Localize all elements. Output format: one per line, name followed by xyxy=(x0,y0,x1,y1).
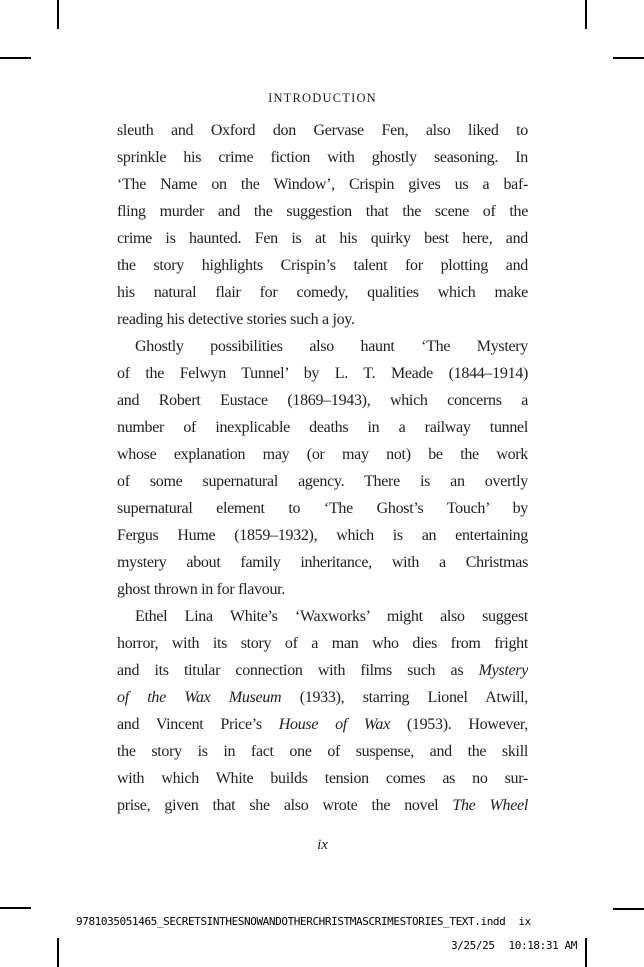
text-line: of some supernatural agency. There is an overtly xyxy=(117,473,528,490)
text-line: his natural flair for comedy, qualities which make xyxy=(117,284,528,301)
text-line: sleuth and Oxford don Gervase Fen, also liked to xyxy=(117,122,528,139)
text-line: whose explanation may (or may not) be the work xyxy=(117,446,528,463)
text-line: mystery about family inheritance, with a Christmas xyxy=(117,554,528,571)
text-line: number of inexplicable deaths in a railway tunnel xyxy=(117,419,528,436)
text-line: of the Felwyn Tunnel’ by L. T. Meade (1844–1914) xyxy=(117,365,528,382)
text-line: ‘The Name on the Window’, Crispin gives us a baf- xyxy=(117,176,528,193)
text-line: Fergus Hume (1859–1932), which is an entertaining xyxy=(117,527,528,544)
text-line: Ethel Lina White’s ‘Waxworks’ might also suggest xyxy=(135,608,528,625)
slug-date: 3/25/25 xyxy=(450,939,495,952)
crop-mark-top-right-vertical xyxy=(585,0,587,29)
text-line: supernatural element to ‘The Ghost’s Touch’ by xyxy=(117,500,528,517)
folio-page-number: ix xyxy=(317,837,328,853)
crop-mark-right-bottom-horizontal xyxy=(613,908,644,910)
slug-datetime-line xyxy=(451,939,577,952)
crop-mark-left-bottom-horizontal xyxy=(0,907,31,909)
text-line: prise, given that she also wrote the novel The Wheel xyxy=(117,797,528,814)
slug-filename: 9781035051465_SECRETSINTHESNOWANDOTHERCHRISTMASCRIMESTORIES_TEXT.indd xyxy=(76,915,506,928)
text-line: the story is in fact one of suspense, and the skill xyxy=(117,743,528,760)
text-line: reading his detective stories such a joy. xyxy=(117,311,355,328)
paragraph xyxy=(117,603,528,819)
paragraph xyxy=(117,117,528,333)
slug-page-ref: ix xyxy=(518,915,531,928)
text-line: and Robert Eustace (1869–1943), which concerns a xyxy=(117,392,528,409)
text-line: and Vincent Price’s House of Wax (1953). However, xyxy=(117,716,528,733)
body-text xyxy=(117,117,528,819)
crop-mark-right-top-horizontal xyxy=(613,57,644,59)
crop-mark-bottom-left-vertical xyxy=(57,938,59,967)
crop-mark-bottom-right-vertical xyxy=(585,938,587,967)
text-line: ghost thrown in for flavour. xyxy=(117,581,286,598)
paragraph xyxy=(117,333,528,603)
crop-mark-top-left-vertical xyxy=(57,0,59,29)
text-line: of the Wax Museum (1933), starring Lionel Atwill, xyxy=(117,689,528,706)
running-head: INTRODUCTION xyxy=(268,91,377,105)
slug-filename-line xyxy=(76,915,531,928)
crop-mark-left-top-horizontal xyxy=(0,57,31,59)
slug-time: 10:18:31 AM xyxy=(508,939,577,952)
text-line: fling murder and the suggestion that the scene of the xyxy=(117,203,528,220)
text-line: crime is haunted. Fen is at his quirky best here, and xyxy=(117,230,528,247)
text-line: and its titular connection with films such as Mystery xyxy=(117,662,528,679)
text-line: the story highlights Crispin’s talent for plotting and xyxy=(117,257,528,274)
text-line: with which White builds tension comes as no sur- xyxy=(117,770,528,787)
text-line: horror, with its story of a man who dies from fright xyxy=(117,635,528,652)
text-line: sprinkle his crime fiction with ghostly seasoning. In xyxy=(117,149,528,166)
text-line: Ghostly possibilities also haunt ‘The Mystery xyxy=(135,338,528,355)
